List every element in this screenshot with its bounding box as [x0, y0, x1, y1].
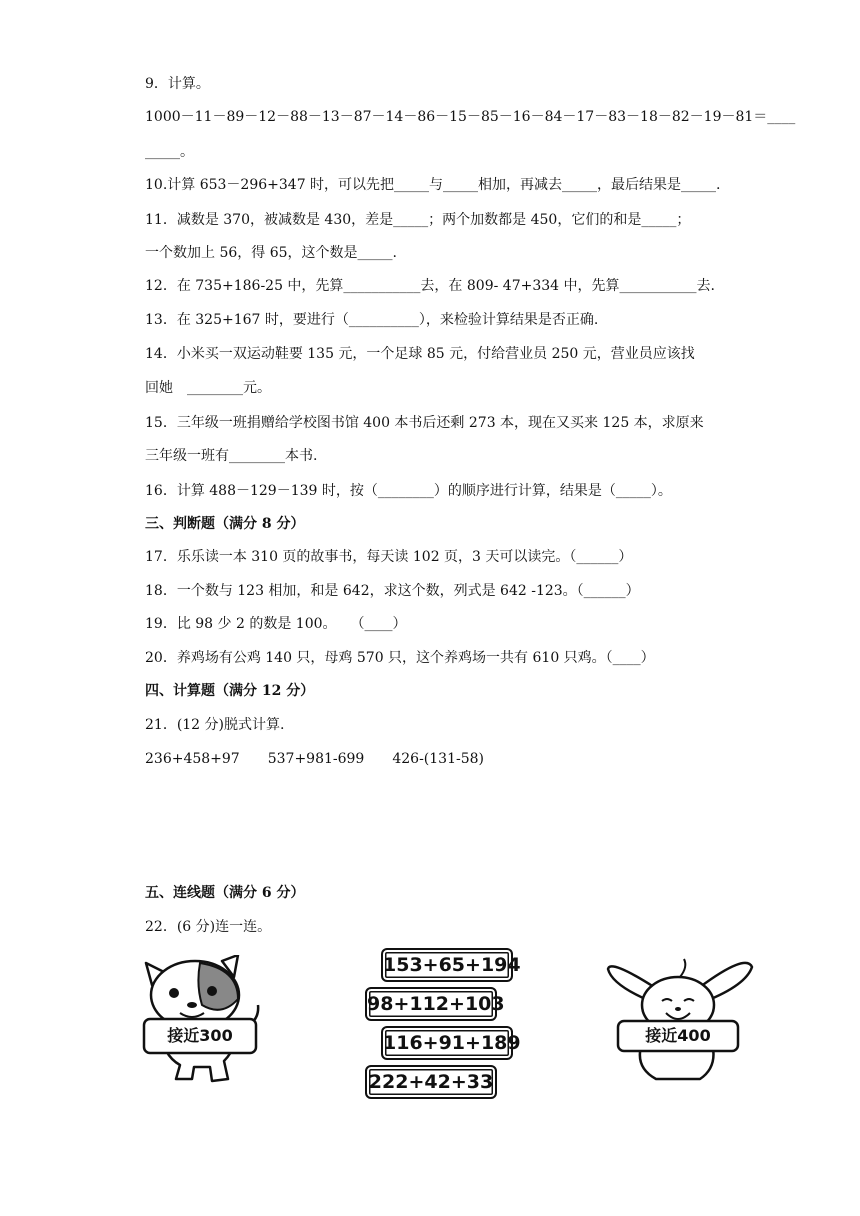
- q16: 16．计算 488－129－139 时，按（________）的顺序进行计算，结果是（_____）。: [145, 483, 672, 499]
- q15-line2: 三年级一班有________本书.: [145, 448, 318, 464]
- q11-line2: 一个数加上 56，得 65，这个数是_____.: [145, 245, 397, 261]
- q11-line1: 11．减数是 370，被减数是 430，差是_____；两个加数都是 450，它们的和是_____；: [145, 212, 691, 228]
- q22: 22．(6 分)连一连。: [145, 919, 272, 935]
- q9-title: 9．计算。: [145, 76, 210, 92]
- q9-expression: 1000－11－89－12－88－13－87－14－86－15－85－16－84－17－83－18－82－19－81＝____: [145, 109, 796, 125]
- section-5-heading: 五、连线题（满分 6 分）: [145, 885, 305, 901]
- rabbit-sign-label: 接近400: [645, 1026, 711, 1045]
- q20: 20．养鸡场有公鸡 140 只，母鸡 570 只，这个养鸡场一共有 610 只鸡。（____）: [145, 650, 655, 666]
- equation-card-4[interactable]: 222+42+33: [365, 1065, 497, 1099]
- equation-card-2[interactable]: 98+112+103: [365, 987, 497, 1021]
- q19: 19．比 98 少 2 的数是 100。 （____）: [145, 616, 407, 632]
- q12: 12．在 735+186-25 中，先算___________去，在 809- 47+334 中，先算___________去.: [145, 278, 715, 294]
- section-3-heading: 三、判断题（满分 8 分）: [145, 516, 305, 532]
- cat-sign-label: 接近300: [167, 1026, 233, 1045]
- rabbit-illustration: [600, 955, 760, 1085]
- q14-line2: 回她 ________元。: [145, 380, 271, 396]
- q13: 13．在 325+167 时，要进行（__________），来检验计算结果是否正确.: [145, 312, 599, 328]
- q9-answer-blank: _____。: [145, 144, 194, 160]
- q21: 21．(12 分)脱式计算.: [145, 717, 285, 733]
- equation-card-3[interactable]: 116+91+189: [381, 1026, 513, 1060]
- rabbit-icon: [600, 955, 760, 1085]
- q15-line1: 15．三年级一班捐赠给学校图书馆 400 本书后还剩 273 本，现在又买来 125 本，求原来: [145, 415, 704, 431]
- equation-card-1[interactable]: 153+65+194: [381, 948, 513, 982]
- q21-expressions: 236+458+97 537+981-699 426-(131-58): [145, 751, 484, 767]
- q10: 10.计算 653－296+347 时，可以先把_____与_____相加，再减去_____，最后结果是_____.: [145, 177, 721, 193]
- q14-line1: 14．小米买一双运动鞋要 135 元，一个足球 85 元，付给营业员 250 元，营业员应该找: [145, 346, 695, 362]
- q18: 18．一个数与 123 相加，和是 642，求这个数，列式是 642 -123。（______）: [145, 583, 640, 599]
- q17: 17．乐乐读一本 310 页的故事书，每天读 102 页，3 天可以读完。（______）: [145, 549, 633, 565]
- cat-illustration: [140, 955, 270, 1085]
- section-4-heading: 四、计算题（满分 12 分）: [145, 683, 315, 699]
